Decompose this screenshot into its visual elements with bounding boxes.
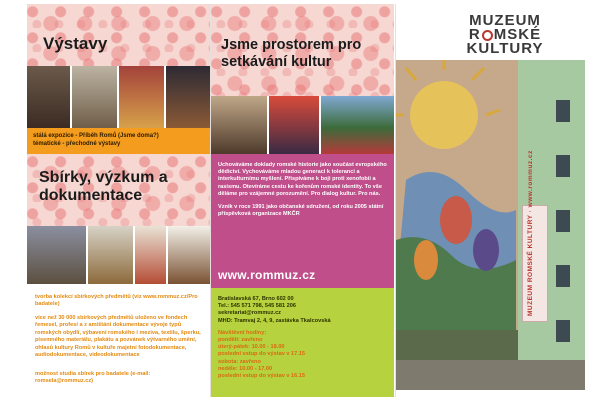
meeting-photo-3 <box>321 96 394 154</box>
url-box <box>211 258 394 288</box>
temporary-exhibition-label: tématické - přechodné výstavy <box>33 141 121 147</box>
banner-text: MUZEUM ROMSKÉ KULTURY · www.rommuz.cz <box>527 150 534 316</box>
phone-text: Tel.: 545 571 798, 545 581 206 <box>218 303 296 310</box>
exhibit-photo-4 <box>166 66 210 128</box>
hours-line-4: sobota: zavřeno <box>218 358 261 365</box>
museum-banner <box>522 150 548 322</box>
meeting-photo-1 <box>211 96 267 154</box>
collection-items-text: více než 30 000 sbírkových předmětů uloženo ve fondech řemesel, profesí a z amištání dokumentace vývoje typů romských obydlí, výbavení romského i meziva, textilu, šperku, písemného materiálu, plakátu a pozvánek výtvarného umění, ohlasů kultury Romů v kultuře majetní fotodokumentace, audiodokumentace, videodokumentace <box>35 315 201 359</box>
collection-photo-1 <box>27 226 86 284</box>
contact-box <box>211 288 394 397</box>
collection-creation-text: tvorba kolekcí sbírkových předmětů (viz www.rommuz.cz/Pro badatele) <box>35 294 198 308</box>
panel-mission <box>211 4 394 397</box>
email-text[interactable]: sekretariat@rommuz.cz <box>218 310 281 317</box>
meeting-photos <box>211 96 394 154</box>
founded-text: Vznik v roce 1991 jako občanské sdružení, od roku 2005 státní příspěvková organizace MKČR <box>218 204 384 218</box>
logo-letter-r: R <box>468 26 481 43</box>
exhibit-photo-3 <box>119 66 164 128</box>
collection-photo-3 <box>135 226 166 284</box>
hours-title: Návštěvní hodiny: <box>218 329 267 336</box>
hours-line-5: neděle: 10.00 - 17.00 <box>218 365 273 372</box>
collection-photo-4 <box>168 226 210 284</box>
wheel-icon <box>482 30 493 41</box>
logo-line-1: MUZEUM <box>469 12 541 29</box>
meeting-photo-2 <box>269 96 319 154</box>
exhibitions-title: Výstavy <box>43 34 108 53</box>
exhibition-types-bar <box>27 128 210 154</box>
hours-line-1: pondělí: zavřeno <box>218 337 263 344</box>
collection-photo-2 <box>88 226 133 284</box>
logo-line-3: KULTURY <box>466 40 544 57</box>
exhibit-photo-2 <box>72 66 117 128</box>
mission-text: Uchováváme doklady romské historie jako součást evropského dědictví. Vychováváme mladou generaci k toleranci a interkulturnímu myšlení. Přispíváme k boji proti xenofobii a rasismu. Otevíráme cestu ke kořenům romské identity. To vše děláme pro vzájemné porozumění. Pro dialog kultur. Pro nás. <box>218 162 387 197</box>
museum-logo <box>450 14 560 56</box>
mission-box <box>211 154 394 258</box>
hours-line-3: poslední vstup do výstav v 17.15 <box>218 351 306 358</box>
panel-exhibitions <box>27 4 210 397</box>
address-text: Bratislavská 67, Brno 602 00 <box>218 296 294 302</box>
study-text: možnost studia sbírek pro badatele (e-mail: romsela@rommuz.cz) <box>35 371 151 385</box>
building-mural-photo <box>396 60 585 390</box>
logo-letters-mske: MSKÉ <box>493 26 542 43</box>
mural-illustration <box>396 60 585 390</box>
website-link[interactable]: www.rommuz.cz <box>218 268 316 282</box>
hours-line-6: poslední vstup do výstav v 16.15 <box>218 373 306 380</box>
mission-title: Jsme prostorem pro setkávání kultur <box>221 37 362 70</box>
exhibit-photo-1 <box>27 66 70 128</box>
hours-line-2: úterý-pátek: 10.00 - 18.00 <box>218 344 285 351</box>
panel-cover <box>396 4 585 397</box>
collection-photos <box>27 226 210 284</box>
collections-title: Sbírky, výzkum a dokumentace <box>39 169 168 205</box>
permanent-exhibition-label: stálá expozice - Příběh Romů (Jsme doma?) <box>33 133 159 139</box>
exhibition-photos <box>27 66 210 128</box>
transport-text: MHD: Tramvaj 2, 4, 9, zastávka Tkalcovská <box>218 317 331 324</box>
